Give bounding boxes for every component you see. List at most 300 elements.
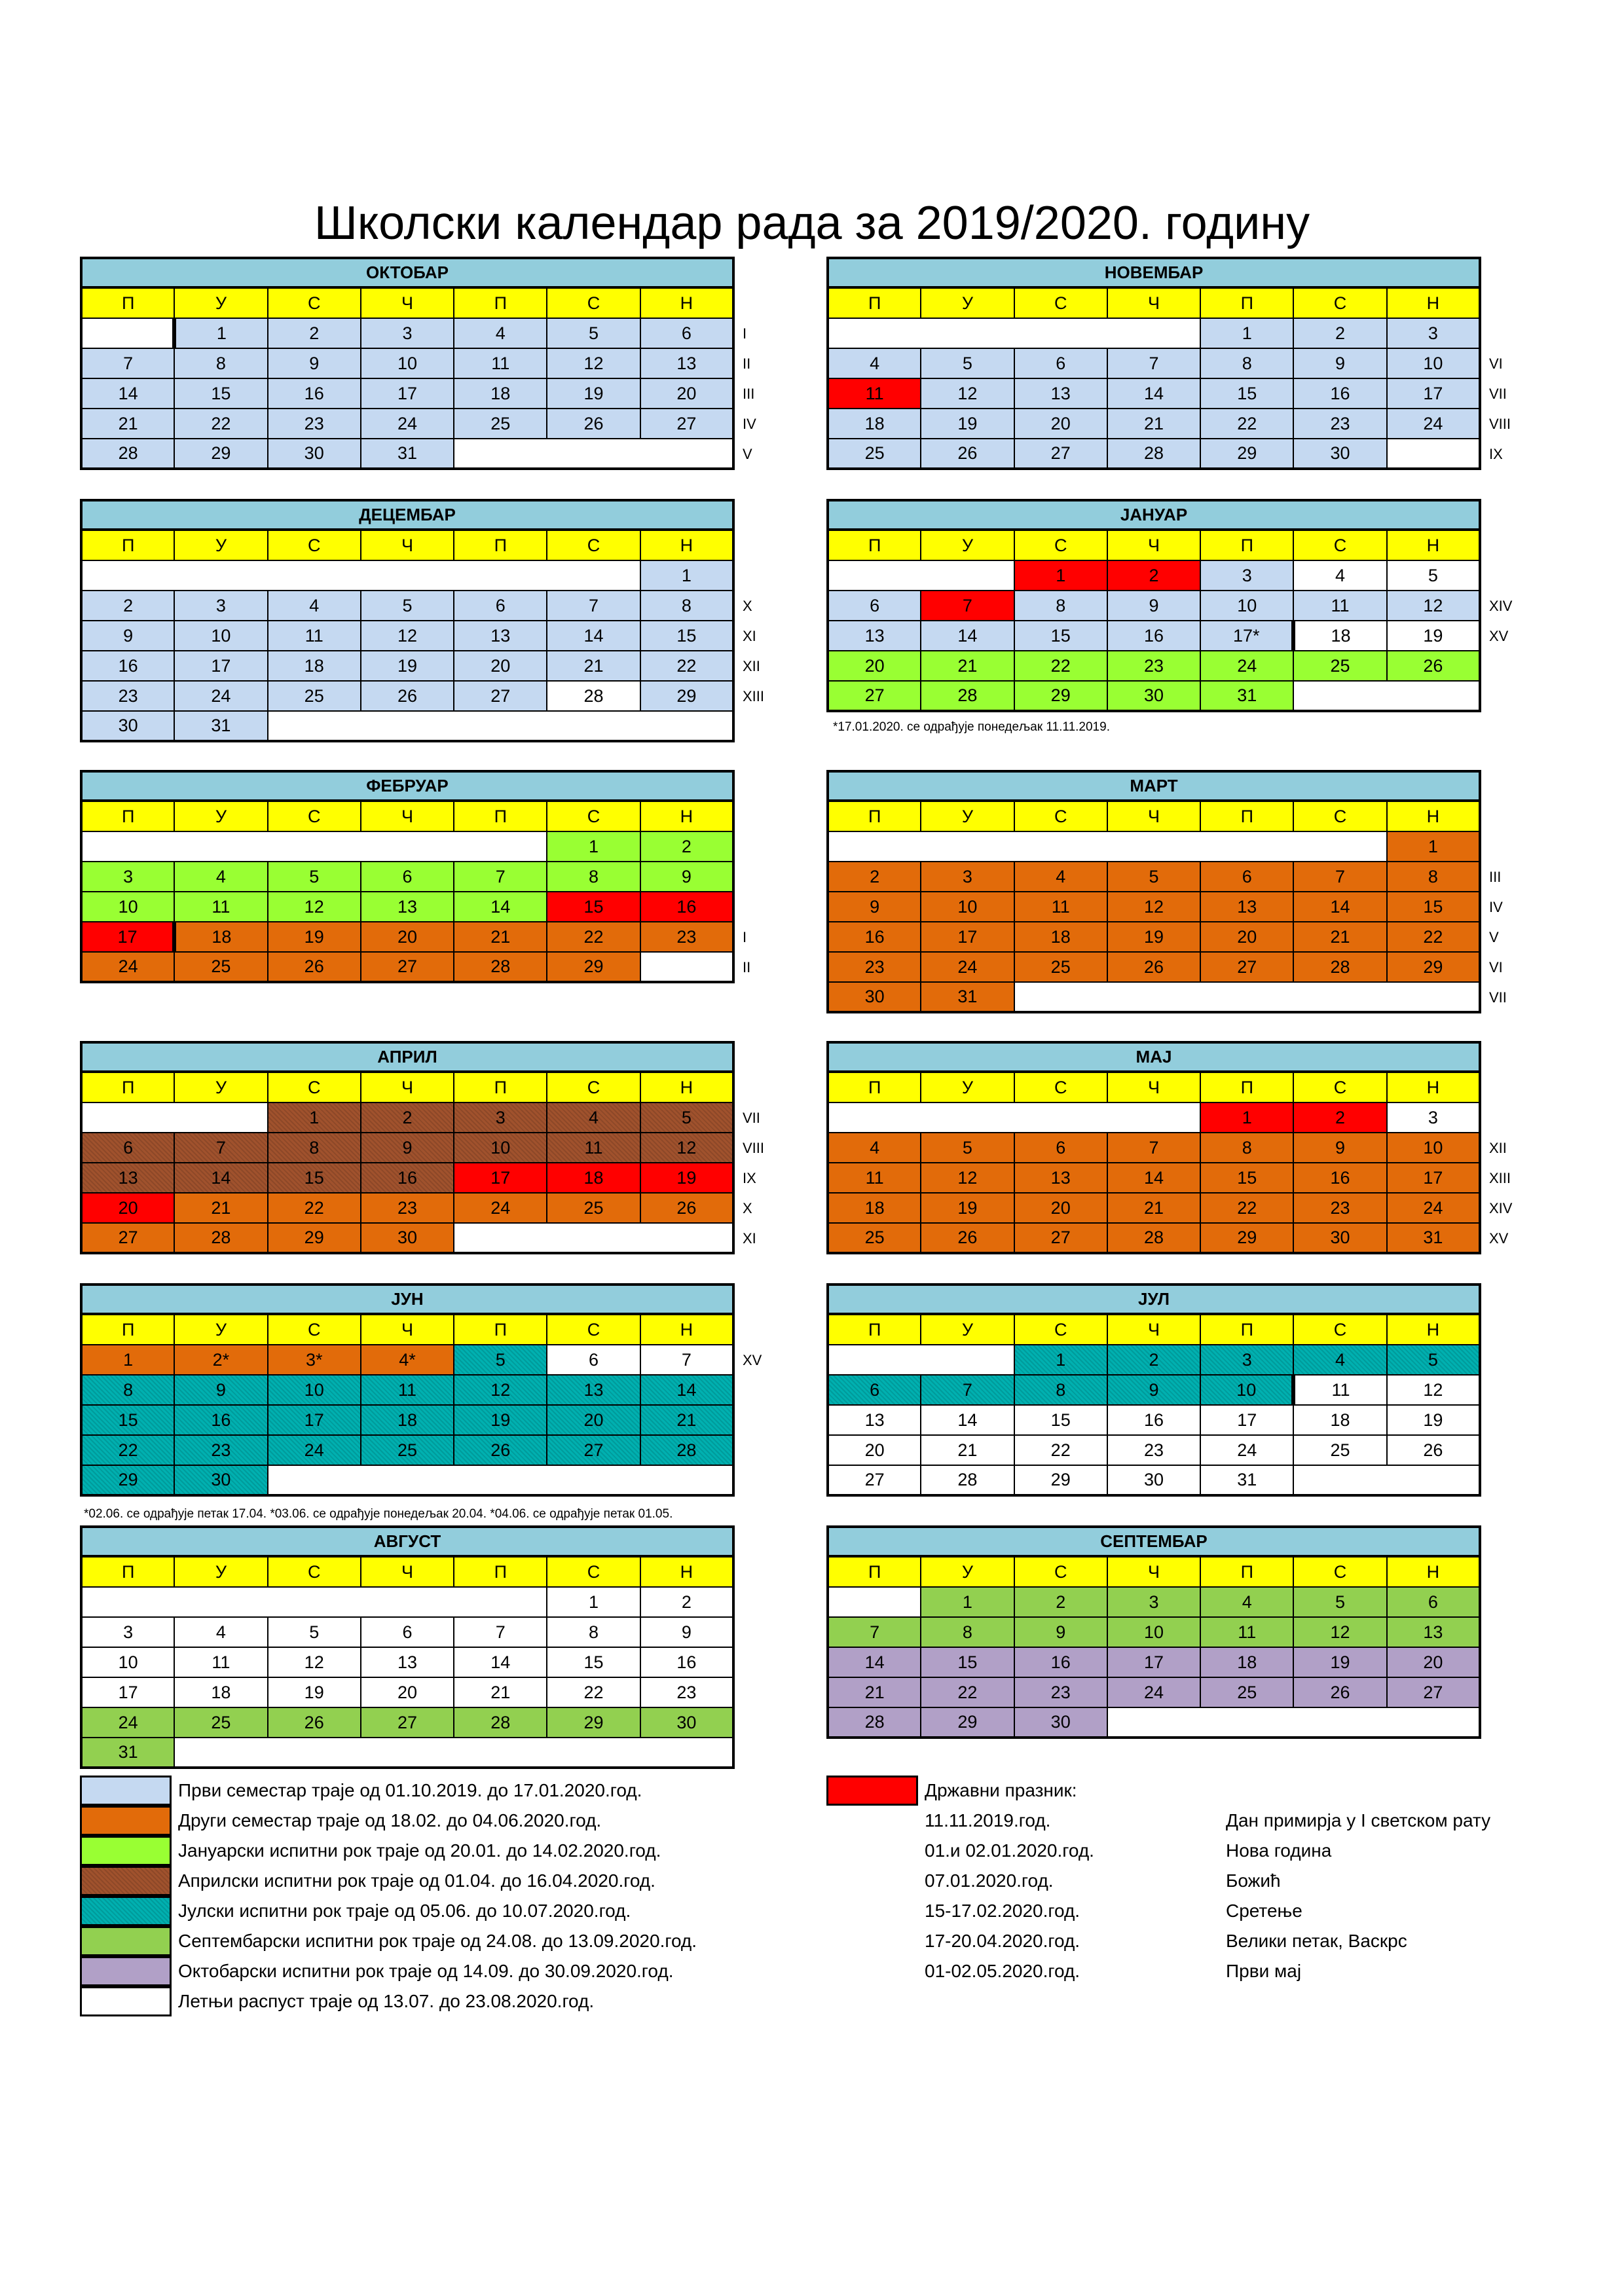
day-cell[interactable]: 21 (454, 922, 547, 952)
day-cell[interactable]: 26 (1107, 952, 1200, 982)
day-cell[interactable]: 29 (1387, 952, 1480, 982)
day-cell[interactable]: 21 (454, 1677, 547, 1707)
day-cell[interactable]: 5 (268, 1617, 361, 1647)
day-cell[interactable]: 19 (1293, 1647, 1386, 1677)
day-cell[interactable]: 26 (921, 439, 1014, 469)
day-cell[interactable]: 1 (1014, 1345, 1107, 1375)
day-cell[interactable]: 9 (1014, 1617, 1107, 1647)
day-cell[interactable]: 14 (921, 1405, 1014, 1435)
day-cell[interactable]: 26 (361, 681, 454, 711)
day-cell[interactable]: 16 (1014, 1647, 1107, 1677)
day-cell[interactable]: 22 (547, 922, 640, 952)
day-cell[interactable]: 24 (454, 1193, 547, 1223)
day-cell[interactable]: 9 (268, 348, 361, 378)
day-cell[interactable]: 14 (1107, 1163, 1200, 1193)
day-cell[interactable]: 18 (1200, 1647, 1293, 1677)
day-cell[interactable]: 22 (1014, 1435, 1107, 1465)
day-cell[interactable]: 11 (828, 1163, 921, 1193)
day-cell[interactable]: 8 (1200, 348, 1293, 378)
day-cell[interactable]: 20 (828, 651, 921, 681)
day-cell[interactable]: 23 (361, 1193, 454, 1223)
day-cell[interactable]: 23 (640, 1677, 733, 1707)
day-cell[interactable]: 27 (361, 1707, 454, 1738)
day-cell[interactable]: 6 (1200, 862, 1293, 892)
day-cell[interactable]: 3 (174, 591, 267, 621)
day-cell[interactable]: 30 (1014, 1707, 1107, 1738)
day-cell[interactable]: 29 (81, 1465, 174, 1495)
day-cell[interactable]: 31 (361, 439, 454, 469)
day-cell[interactable]: 13 (1200, 892, 1293, 922)
day-cell[interactable]: 18 (361, 1405, 454, 1435)
day-cell[interactable]: 28 (640, 1435, 733, 1465)
day-cell[interactable]: 12 (1107, 892, 1200, 922)
day-cell[interactable]: 7 (640, 1345, 733, 1375)
day-cell[interactable]: 9 (1107, 591, 1200, 621)
day-cell[interactable]: 30 (1107, 681, 1200, 711)
day-cell[interactable]: 11 (361, 1375, 454, 1405)
day-cell[interactable]: 18 (454, 378, 547, 409)
day-cell[interactable]: 17 (1387, 1163, 1480, 1193)
day-cell[interactable]: 12 (361, 621, 454, 651)
day-cell[interactable]: 29 (547, 952, 640, 982)
day-cell[interactable]: 14 (81, 378, 174, 409)
day-cell[interactable]: 7 (1293, 862, 1386, 892)
day-cell[interactable]: 10 (81, 892, 174, 922)
day-cell[interactable]: 2 (640, 831, 733, 862)
day-cell[interactable]: 28 (547, 681, 640, 711)
day-cell[interactable]: 7 (1107, 1133, 1200, 1163)
day-cell[interactable]: 21 (547, 651, 640, 681)
day-cell[interactable]: 28 (1107, 1223, 1200, 1253)
day-cell[interactable]: 11 (828, 378, 921, 409)
day-cell[interactable]: 23 (1293, 409, 1386, 439)
day-cell[interactable]: 7 (828, 1617, 921, 1647)
day-cell[interactable]: 19 (921, 409, 1014, 439)
day-cell[interactable]: 7 (454, 862, 547, 892)
day-cell[interactable]: 20 (1387, 1647, 1480, 1677)
day-cell[interactable]: 9 (174, 1375, 267, 1405)
day-cell[interactable]: 16 (828, 922, 921, 952)
day-cell[interactable]: 19 (921, 1193, 1014, 1223)
day-cell[interactable]: 22 (268, 1193, 361, 1223)
day-cell[interactable]: 26 (1293, 1677, 1386, 1707)
day-cell[interactable]: 4 (174, 862, 267, 892)
day-cell[interactable]: 23 (1293, 1193, 1386, 1223)
day-cell[interactable]: 12 (268, 1647, 361, 1677)
day-cell[interactable]: 16 (1107, 1405, 1200, 1435)
day-cell[interactable]: 22 (81, 1435, 174, 1465)
day-cell[interactable]: 10 (268, 1375, 361, 1405)
day-cell[interactable]: 31 (1200, 681, 1293, 711)
day-cell[interactable]: 27 (81, 1223, 174, 1253)
day-cell[interactable]: 16 (81, 651, 174, 681)
day-cell[interactable]: 5 (1293, 1587, 1386, 1617)
day-cell[interactable]: 3 (1107, 1587, 1200, 1617)
day-cell[interactable]: 11 (1293, 591, 1386, 621)
day-cell[interactable]: 1 (547, 831, 640, 862)
day-cell[interactable]: 12 (1387, 591, 1480, 621)
day-cell[interactable]: 4 (1293, 1345, 1386, 1375)
day-cell[interactable]: 30 (640, 1707, 733, 1738)
day-cell[interactable]: 3 (81, 862, 174, 892)
day-cell[interactable]: 18 (1293, 621, 1386, 651)
day-cell[interactable]: 7 (921, 1375, 1014, 1405)
day-cell[interactable]: 4 (454, 318, 547, 348)
day-cell[interactable]: 24 (1200, 651, 1293, 681)
day-cell[interactable]: 25 (268, 681, 361, 711)
day-cell[interactable]: 7 (547, 591, 640, 621)
day-cell[interactable]: 15 (81, 1405, 174, 1435)
day-cell[interactable]: 9 (361, 1133, 454, 1163)
day-cell[interactable]: 22 (1200, 1193, 1293, 1223)
day-cell[interactable]: 28 (921, 1465, 1014, 1495)
day-cell[interactable]: 10 (1200, 591, 1293, 621)
day-cell[interactable]: 1 (81, 1345, 174, 1375)
day-cell[interactable]: 7 (81, 348, 174, 378)
day-cell[interactable]: 30 (81, 711, 174, 741)
day-cell[interactable]: 13 (828, 1405, 921, 1435)
day-cell[interactable]: 27 (1014, 1223, 1107, 1253)
day-cell[interactable]: 12 (921, 378, 1014, 409)
day-cell[interactable]: 14 (828, 1647, 921, 1677)
day-cell[interactable]: 26 (268, 952, 361, 982)
day-cell[interactable]: 12 (1387, 1375, 1480, 1405)
day-cell[interactable]: 30 (828, 982, 921, 1012)
day-cell[interactable]: 23 (268, 409, 361, 439)
day-cell[interactable]: 11 (1200, 1617, 1293, 1647)
day-cell[interactable]: 27 (1014, 439, 1107, 469)
day-cell[interactable]: 16 (174, 1405, 267, 1435)
day-cell[interactable]: 27 (640, 409, 733, 439)
day-cell[interactable]: 20 (547, 1405, 640, 1435)
day-cell[interactable]: 3 (1200, 560, 1293, 591)
day-cell[interactable]: 14 (921, 621, 1014, 651)
day-cell[interactable]: 19 (268, 922, 361, 952)
day-cell[interactable]: 15 (921, 1647, 1014, 1677)
day-cell[interactable]: 25 (1293, 651, 1386, 681)
day-cell[interactable]: 5 (1107, 862, 1200, 892)
day-cell[interactable]: 12 (268, 892, 361, 922)
day-cell[interactable]: 10 (361, 348, 454, 378)
day-cell[interactable]: 18 (828, 1193, 921, 1223)
day-cell[interactable]: 4* (361, 1345, 454, 1375)
day-cell[interactable]: 2 (361, 1102, 454, 1133)
day-cell[interactable]: 2 (1293, 318, 1386, 348)
day-cell[interactable]: 9 (81, 621, 174, 651)
day-cell[interactable]: 27 (828, 681, 921, 711)
day-cell[interactable]: 27 (361, 952, 454, 982)
day-cell[interactable]: 24 (921, 952, 1014, 982)
day-cell[interactable]: 21 (828, 1677, 921, 1707)
day-cell[interactable]: 5 (921, 1133, 1014, 1163)
day-cell[interactable]: 28 (454, 1707, 547, 1738)
day-cell[interactable]: 29 (921, 1707, 1014, 1738)
day-cell[interactable]: 19 (454, 1405, 547, 1435)
day-cell[interactable]: 24 (1107, 1677, 1200, 1707)
day-cell[interactable]: 5 (1387, 1345, 1480, 1375)
day-cell[interactable]: 1 (1200, 318, 1293, 348)
day-cell[interactable]: 2 (828, 862, 921, 892)
day-cell[interactable]: 21 (174, 1193, 267, 1223)
day-cell[interactable]: 22 (1387, 922, 1480, 952)
day-cell[interactable]: 30 (1293, 439, 1386, 469)
day-cell[interactable]: 11 (174, 892, 267, 922)
day-cell[interactable]: 15 (268, 1163, 361, 1193)
day-cell[interactable]: 10 (454, 1133, 547, 1163)
day-cell[interactable]: 17 (81, 1677, 174, 1707)
day-cell[interactable]: 17 (268, 1405, 361, 1435)
day-cell[interactable]: 4 (1293, 560, 1386, 591)
day-cell[interactable]: 26 (1387, 1435, 1480, 1465)
day-cell[interactable]: 25 (174, 952, 267, 982)
day-cell[interactable]: 23 (81, 681, 174, 711)
day-cell[interactable]: 10 (1387, 348, 1480, 378)
day-cell[interactable]: 6 (1014, 348, 1107, 378)
day-cell[interactable]: 17 (361, 378, 454, 409)
day-cell[interactable]: 12 (640, 1133, 733, 1163)
day-cell[interactable]: 25 (1293, 1435, 1386, 1465)
day-cell[interactable]: 15 (1387, 892, 1480, 922)
day-cell[interactable]: 3* (268, 1345, 361, 1375)
day-cell[interactable]: 22 (1200, 409, 1293, 439)
day-cell[interactable]: 21 (921, 1435, 1014, 1465)
day-cell[interactable]: 17* (1200, 621, 1293, 651)
day-cell[interactable]: 26 (268, 1707, 361, 1738)
day-cell[interactable]: 9 (1107, 1375, 1200, 1405)
day-cell[interactable]: 20 (640, 378, 733, 409)
day-cell[interactable]: 1 (1200, 1102, 1293, 1133)
day-cell[interactable]: 11 (1014, 892, 1107, 922)
day-cell[interactable]: 10 (921, 892, 1014, 922)
day-cell[interactable]: 11 (454, 348, 547, 378)
day-cell[interactable]: 9 (640, 862, 733, 892)
day-cell[interactable]: 20 (361, 1677, 454, 1707)
day-cell[interactable]: 30 (174, 1465, 267, 1495)
day-cell[interactable]: 12 (1293, 1617, 1386, 1647)
day-cell[interactable]: 31 (174, 711, 267, 741)
day-cell[interactable]: 8 (1014, 591, 1107, 621)
day-cell[interactable]: 5 (268, 862, 361, 892)
day-cell[interactable]: 17 (174, 651, 267, 681)
day-cell[interactable]: 2 (1014, 1587, 1107, 1617)
day-cell[interactable]: 23 (828, 952, 921, 982)
day-cell[interactable]: 27 (1387, 1677, 1480, 1707)
day-cell[interactable]: 3 (81, 1617, 174, 1647)
day-cell[interactable]: 27 (454, 681, 547, 711)
day-cell[interactable]: 10 (174, 621, 267, 651)
day-cell[interactable]: 4 (828, 348, 921, 378)
day-cell[interactable]: 16 (640, 1647, 733, 1677)
day-cell[interactable]: 29 (547, 1707, 640, 1738)
day-cell[interactable]: 8 (1387, 862, 1480, 892)
day-cell[interactable]: 14 (547, 621, 640, 651)
day-cell[interactable]: 1 (547, 1587, 640, 1617)
day-cell[interactable]: 25 (361, 1435, 454, 1465)
day-cell[interactable]: 3 (454, 1102, 547, 1133)
day-cell[interactable]: 23 (640, 922, 733, 952)
day-cell[interactable]: 23 (1014, 1677, 1107, 1707)
day-cell[interactable]: 19 (361, 651, 454, 681)
day-cell[interactable]: 20 (361, 922, 454, 952)
day-cell[interactable]: 15 (1014, 1405, 1107, 1435)
day-cell[interactable]: 16 (640, 892, 733, 922)
day-cell[interactable]: 15 (1200, 1163, 1293, 1193)
day-cell[interactable]: 17 (81, 922, 174, 952)
day-cell[interactable]: 29 (268, 1223, 361, 1253)
day-cell[interactable]: 15 (1014, 621, 1107, 651)
day-cell[interactable]: 4 (1200, 1587, 1293, 1617)
day-cell[interactable]: 24 (361, 409, 454, 439)
day-cell[interactable]: 29 (1014, 1465, 1107, 1495)
day-cell[interactable]: 8 (921, 1617, 1014, 1647)
day-cell[interactable]: 15 (174, 378, 267, 409)
day-cell[interactable]: 9 (1293, 348, 1386, 378)
day-cell[interactable]: 31 (1200, 1465, 1293, 1495)
day-cell[interactable]: 9 (1293, 1133, 1386, 1163)
day-cell[interactable]: 17 (1387, 378, 1480, 409)
day-cell[interactable]: 13 (828, 621, 921, 651)
day-cell[interactable]: 6 (454, 591, 547, 621)
day-cell[interactable]: 19 (268, 1677, 361, 1707)
day-cell[interactable]: 8 (174, 348, 267, 378)
day-cell[interactable]: 8 (81, 1375, 174, 1405)
day-cell[interactable]: 13 (361, 1647, 454, 1677)
day-cell[interactable]: 29 (1014, 681, 1107, 711)
day-cell[interactable]: 24 (268, 1435, 361, 1465)
day-cell[interactable]: 30 (1107, 1465, 1200, 1495)
day-cell[interactable]: 14 (640, 1375, 733, 1405)
day-cell[interactable]: 27 (547, 1435, 640, 1465)
day-cell[interactable]: 3 (1387, 1102, 1480, 1133)
day-cell[interactable]: 30 (1293, 1223, 1386, 1253)
day-cell[interactable]: 13 (1387, 1617, 1480, 1647)
day-cell[interactable]: 30 (361, 1223, 454, 1253)
day-cell[interactable]: 25 (828, 439, 921, 469)
day-cell[interactable]: 28 (174, 1223, 267, 1253)
day-cell[interactable]: 19 (640, 1163, 733, 1193)
day-cell[interactable]: 14 (174, 1163, 267, 1193)
day-cell[interactable]: 6 (81, 1133, 174, 1163)
day-cell[interactable]: 8 (547, 862, 640, 892)
day-cell[interactable]: 15 (640, 621, 733, 651)
day-cell[interactable]: 25 (454, 409, 547, 439)
day-cell[interactable]: 25 (1014, 952, 1107, 982)
day-cell[interactable]: 18 (1293, 1405, 1386, 1435)
day-cell[interactable]: 14 (1293, 892, 1386, 922)
day-cell[interactable]: 2 (1107, 1345, 1200, 1375)
day-cell[interactable]: 4 (547, 1102, 640, 1133)
day-cell[interactable]: 2 (81, 591, 174, 621)
day-cell[interactable]: 27 (1200, 952, 1293, 982)
day-cell[interactable]: 5 (921, 348, 1014, 378)
day-cell[interactable]: 13 (81, 1163, 174, 1193)
day-cell[interactable]: 6 (1387, 1587, 1480, 1617)
day-cell[interactable]: 13 (1014, 378, 1107, 409)
day-cell[interactable]: 11 (174, 1647, 267, 1677)
day-cell[interactable]: 17 (921, 922, 1014, 952)
day-cell[interactable]: 21 (81, 409, 174, 439)
day-cell[interactable]: 5 (454, 1345, 547, 1375)
day-cell[interactable]: 1 (174, 318, 267, 348)
day-cell[interactable]: 22 (547, 1677, 640, 1707)
day-cell[interactable]: 28 (828, 1707, 921, 1738)
day-cell[interactable]: 14 (454, 892, 547, 922)
day-cell[interactable]: 24 (81, 1707, 174, 1738)
day-cell[interactable]: 19 (1387, 621, 1480, 651)
day-cell[interactable]: 21 (921, 651, 1014, 681)
day-cell[interactable]: 2 (268, 318, 361, 348)
day-cell[interactable]: 3 (1200, 1345, 1293, 1375)
day-cell[interactable]: 14 (454, 1647, 547, 1677)
day-cell[interactable]: 29 (640, 681, 733, 711)
day-cell[interactable]: 12 (921, 1163, 1014, 1193)
day-cell[interactable]: 10 (1200, 1375, 1293, 1405)
day-cell[interactable]: 26 (454, 1435, 547, 1465)
day-cell[interactable]: 11 (268, 621, 361, 651)
day-cell[interactable]: 12 (454, 1375, 547, 1405)
day-cell[interactable]: 17 (454, 1163, 547, 1193)
day-cell[interactable]: 14 (1107, 378, 1200, 409)
day-cell[interactable]: 6 (828, 1375, 921, 1405)
day-cell[interactable]: 8 (640, 591, 733, 621)
day-cell[interactable]: 12 (547, 348, 640, 378)
day-cell[interactable]: 11 (547, 1133, 640, 1163)
day-cell[interactable]: 20 (81, 1193, 174, 1223)
day-cell[interactable]: 4 (828, 1133, 921, 1163)
day-cell[interactable]: 30 (268, 439, 361, 469)
day-cell[interactable]: 15 (1200, 378, 1293, 409)
day-cell[interactable]: 16 (1107, 621, 1200, 651)
day-cell[interactable]: 28 (81, 439, 174, 469)
day-cell[interactable]: 6 (1014, 1133, 1107, 1163)
day-cell[interactable]: 22 (174, 409, 267, 439)
day-cell[interactable]: 19 (1107, 922, 1200, 952)
day-cell[interactable]: 2 (1293, 1102, 1386, 1133)
day-cell[interactable]: 28 (1107, 439, 1200, 469)
day-cell[interactable]: 25 (174, 1707, 267, 1738)
day-cell[interactable]: 19 (1387, 1405, 1480, 1435)
day-cell[interactable]: 21 (1293, 922, 1386, 952)
day-cell[interactable]: 3 (361, 318, 454, 348)
day-cell[interactable]: 21 (640, 1405, 733, 1435)
day-cell[interactable]: 20 (1014, 409, 1107, 439)
day-cell[interactable]: 28 (921, 681, 1014, 711)
day-cell[interactable]: 11 (1293, 1375, 1386, 1405)
day-cell[interactable]: 1 (921, 1587, 1014, 1617)
day-cell[interactable]: 2* (174, 1345, 267, 1375)
day-cell[interactable]: 8 (1200, 1133, 1293, 1163)
day-cell[interactable]: 23 (174, 1435, 267, 1465)
day-cell[interactable]: 16 (1293, 1163, 1386, 1193)
day-cell[interactable]: 5 (640, 1102, 733, 1133)
day-cell[interactable]: 10 (1387, 1133, 1480, 1163)
day-cell[interactable]: 22 (921, 1677, 1014, 1707)
day-cell[interactable]: 31 (1387, 1223, 1480, 1253)
day-cell[interactable]: 7 (1107, 348, 1200, 378)
day-cell[interactable]: 29 (1200, 1223, 1293, 1253)
day-cell[interactable]: 2 (1107, 560, 1200, 591)
day-cell[interactable]: 1 (1387, 831, 1480, 862)
day-cell[interactable]: 7 (921, 591, 1014, 621)
day-cell[interactable]: 26 (921, 1223, 1014, 1253)
day-cell[interactable]: 1 (268, 1102, 361, 1133)
day-cell[interactable]: 24 (1200, 1435, 1293, 1465)
day-cell[interactable]: 24 (1387, 409, 1480, 439)
day-cell[interactable]: 25 (828, 1223, 921, 1253)
day-cell[interactable]: 13 (547, 1375, 640, 1405)
day-cell[interactable]: 6 (361, 1617, 454, 1647)
day-cell[interactable]: 7 (454, 1617, 547, 1647)
